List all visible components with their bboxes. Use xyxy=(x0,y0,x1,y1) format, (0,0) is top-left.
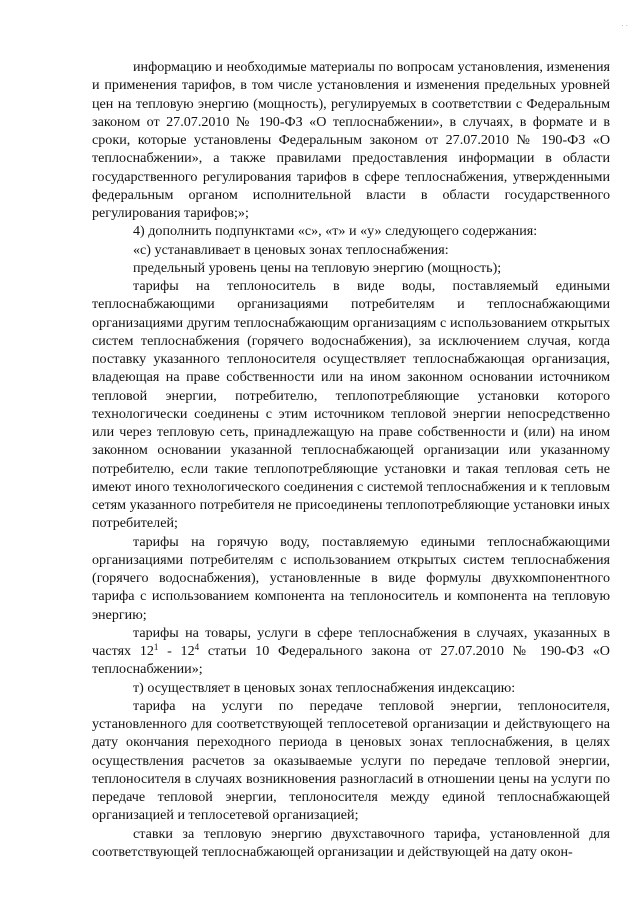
corner-marks: · · xyxy=(621,22,628,30)
paragraph-7 xyxy=(92,624,610,679)
paragraph-1: информацию и необходимые материалы по вопросам установления, изменения и применения тарифов, в том числе установления и изменения предельных уровней цен на тепловую энергию (мощность), регулируемых в соответствии с Федеральным законом от 27.07.2010 № 190-ФЗ «О теплоснабжении», в случаях, в формате и в сроки, которые установлены Федеральным законом от 27.07.2010 № 190-ФЗ «О теплоснабжении», а также правилами предоставления информации в области государственного регулирования тарифов в сфере теплоснабжения, утвержденными федеральным органом исполнительной власти в области государственного регулирования тарифов;»; xyxy=(92,59,610,221)
paragraph-7-part-a: тарифы на товары, услуги в сфере теплоснабжения в случаях, указанных в частях 12 xyxy=(92,624,610,659)
paragraph-6: тарифы на горячую воду, поставляемую едиными теплоснабжающими организациями потребителям с использованием открытых систем теплоснабжения (горячего водоснабжения), установленные в виде формулы двухкомпонентного тарифа с использованием компонента на теплоноситель и компонента на тепловую энергию; xyxy=(92,533,610,623)
document-body xyxy=(92,58,610,861)
paragraph-9: тарифа на услуги по передаче тепловой энергии, теплоносителя, установленного для соответствующей теплосетевой организации и действующего на дату окончания переходного периода в ценовых зонах теплоснабжения, в целях осуществления расчетов за оказываемые услуги по передаче тепловой энергии, теплоносителя в случаях возникновения разногласий в отношении цены на услуги по передаче тепловой энергии, теплоносителя между единой теплоснабжающей организацией и теплосетевой организацией; xyxy=(92,697,610,824)
paragraph-8: т) осуществляет в ценовых зонах теплоснабжения индексацию: xyxy=(133,679,516,696)
paragraph-7-part-c: статьи 10 Федерального закона от 27.07.2010 № 190-ФЗ «О теплоснабжении»; xyxy=(92,643,610,678)
paragraph-7-part-b: - 12 xyxy=(158,643,195,659)
superscript-1: 1 xyxy=(153,642,159,652)
paragraph-3: «с) устанавливает в ценовых зонах теплоснабжения: xyxy=(133,241,449,258)
superscript-4: 4 xyxy=(194,642,200,652)
paragraph-2: 4) дополнить подпунктами «с», «т» и «у» следующего содержания: xyxy=(133,223,538,240)
paragraph-10: ставки за тепловую энергию двухставочного тарифа, установленной для соответствующей теплоснабжающей организации и действующей на дату окон- xyxy=(92,825,610,860)
paragraph-5: тарифы на теплоноситель в виде воды, поставляемый едиными теплоснабжающими организациями потребителям и теплоснабжающими организациями другим теплоснабжающим организациям с использованием открытых систем теплоснабжения (горячего водоснабжения), за исключением случая, когда поставку указанного теплоносителя осуществляет теплоснабжающая организация, владеющая на праве собственности или на ином законном основании источником тепловой энергии, потребителю, теплопотребляющие установки которого технологически соединены с этим источником тепловой энергии непосредственно или через тепловую сеть, принадлежащую на праве собственности и (или) на ином законном основании указанной теплоснабжающей организации или указанному потребителю, если такие теплопотребляющие установки и такая тепловая сеть не имеют иного технологического соединения с системой теплоснабжения и к тепловым сетям указанного потребителя не присоединены теплопотребляющие установки иных потребителей; xyxy=(92,278,610,532)
paragraph-4: предельный уровень цены на тепловую энергию (мощность); xyxy=(133,259,502,276)
